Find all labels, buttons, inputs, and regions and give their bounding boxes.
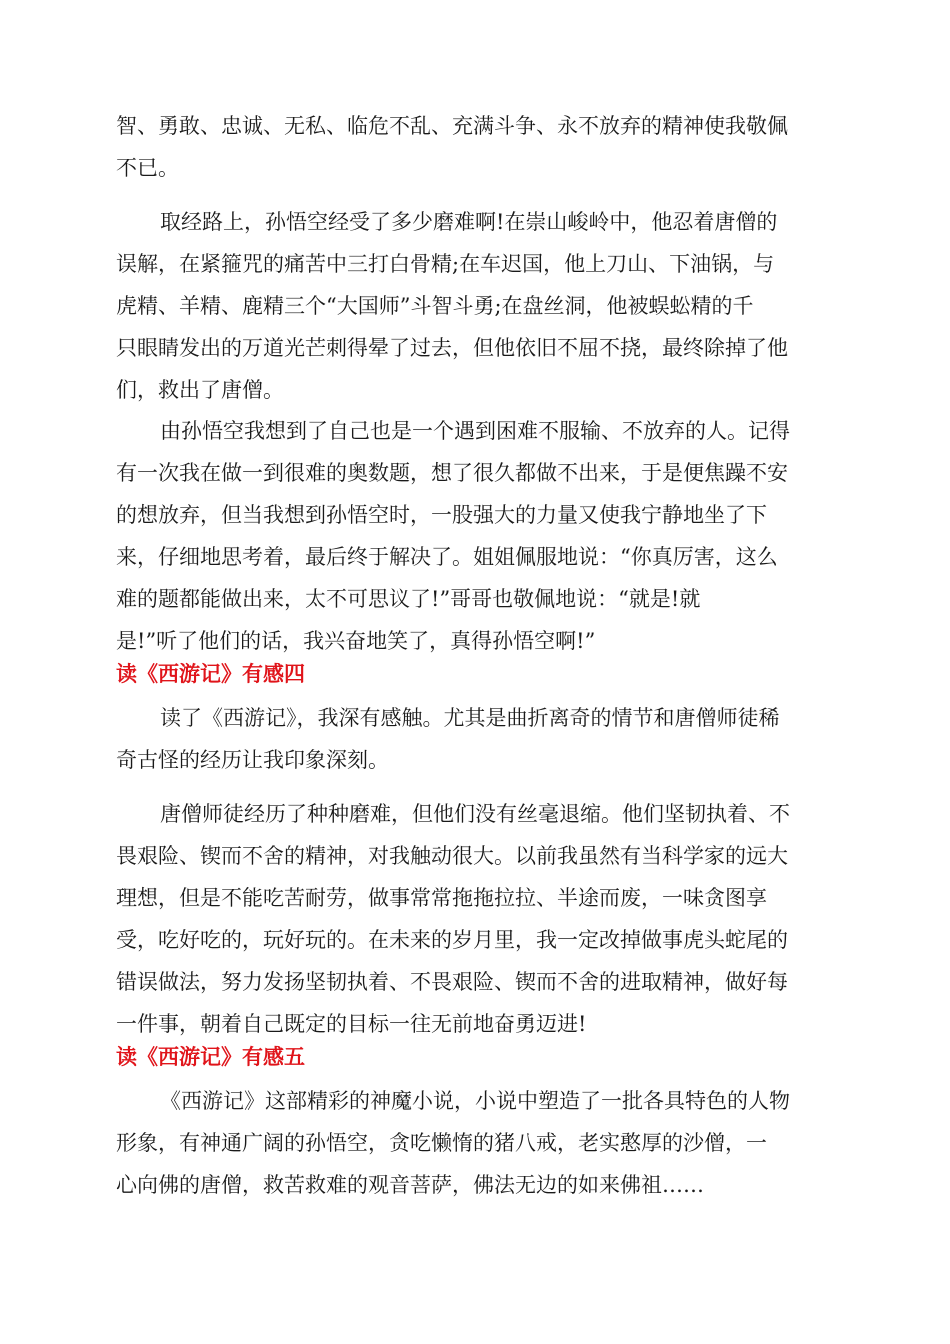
text-line: 误解，在紧箍咒的痛苦中三打白骨精;在车迟国，他上刀山、下油锅，与 bbox=[116, 252, 775, 276]
paragraph-perseverance bbox=[116, 793, 836, 1045]
text-line: 错误做法，努力发扬坚韧执着、不畏艰险、锲而不舍的进取精神，做好每 bbox=[116, 970, 788, 994]
text-line: 由孙悟空我想到了自己也是一个遇到困难不服输、不放弃的人。记得 bbox=[160, 419, 790, 443]
paragraph-continuation bbox=[116, 105, 836, 189]
text-line: 奇古怪的经历让我印象深刻。 bbox=[116, 748, 389, 772]
section-heading: 读《西游记》有感五 bbox=[116, 1045, 305, 1069]
paragraph-impression bbox=[116, 697, 836, 781]
text-line: 读了《西游记》，我深有感触。尤其是曲折离奇的情节和唐僧师徒稀 bbox=[160, 706, 780, 730]
section-heading: 读《西游记》有感四 bbox=[116, 662, 305, 686]
text-line: 取经路上，孙悟空经受了多少磨难啊!在崇山峻岭中，他忍着唐僧的 bbox=[160, 210, 778, 234]
paragraph-self-reflection bbox=[116, 410, 836, 662]
text-line: 心向佛的唐僧，救苦救难的观音菩萨，佛法无边的如来佛祖…… bbox=[116, 1173, 704, 1197]
text-line: 唐僧师徒经历了种种磨难，但他们没有丝毫退缩。他们坚韧执着、不 bbox=[160, 802, 790, 826]
text-line: 们，救出了唐僧。 bbox=[116, 378, 284, 402]
text-line: 智、勇敢、忠诚、无私、临危不乱、充满斗争、永不放弃的精神使我敬佩 bbox=[116, 114, 788, 138]
text-line: 不已。 bbox=[116, 156, 179, 180]
text-line: 虎精、羊精、鹿精三个“大国师”斗智斗勇;在盘丝洞，他被蜈蚣精的千 bbox=[116, 294, 754, 318]
text-line: 只眼睛发出的万道光芒刺得晕了过去，但他依旧不屈不挠，最终除掉了他 bbox=[116, 336, 788, 360]
text-line: 形象，有神通广阔的孙悟空，贪吃懒惰的猪八戒，老实憨厚的沙僧，一 bbox=[116, 1131, 767, 1155]
paragraph-journey bbox=[116, 201, 836, 411]
text-line: 来，仔细地思考着，最后终于解决了。姐姐佩服地说：“你真厉害，这么 bbox=[116, 545, 778, 569]
paragraph-characters bbox=[116, 1080, 836, 1206]
text-line: 理想，但是不能吃苦耐劳，做事常常拖拖拉拉、半途而废，一味贪图享 bbox=[116, 886, 767, 910]
text-line: 畏艰险、锲而不舍的精神，对我触动很大。以前我虽然有当科学家的远大 bbox=[116, 844, 788, 868]
text-line: 有一次我在做一到很难的奥数题，想了很久都做不出来，于是便焦躁不安 bbox=[116, 461, 788, 485]
text-line: 的想放弃，但当我想到孙悟空时，一股强大的力量又使我宁静地坐了下 bbox=[116, 503, 767, 527]
text-line: 一件事，朝着自己既定的目标一往无前地奋勇迈进! bbox=[116, 1012, 587, 1036]
text-line: 受，吃好吃的，玩好玩的。在未来的岁月里，我一定改掉做事虎头蛇尾的 bbox=[116, 928, 788, 952]
text-line: 是!”听了他们的话，我兴奋地笑了，真得孙悟空啊!” bbox=[116, 629, 596, 653]
text-line: 《西游记》这部精彩的神魔小说，小说中塑造了一批各具特色的人物 bbox=[160, 1089, 790, 1113]
text-line: 难的题都能做出来，太不可思议了!”哥哥也敬佩地说：“就是!就 bbox=[116, 587, 701, 611]
